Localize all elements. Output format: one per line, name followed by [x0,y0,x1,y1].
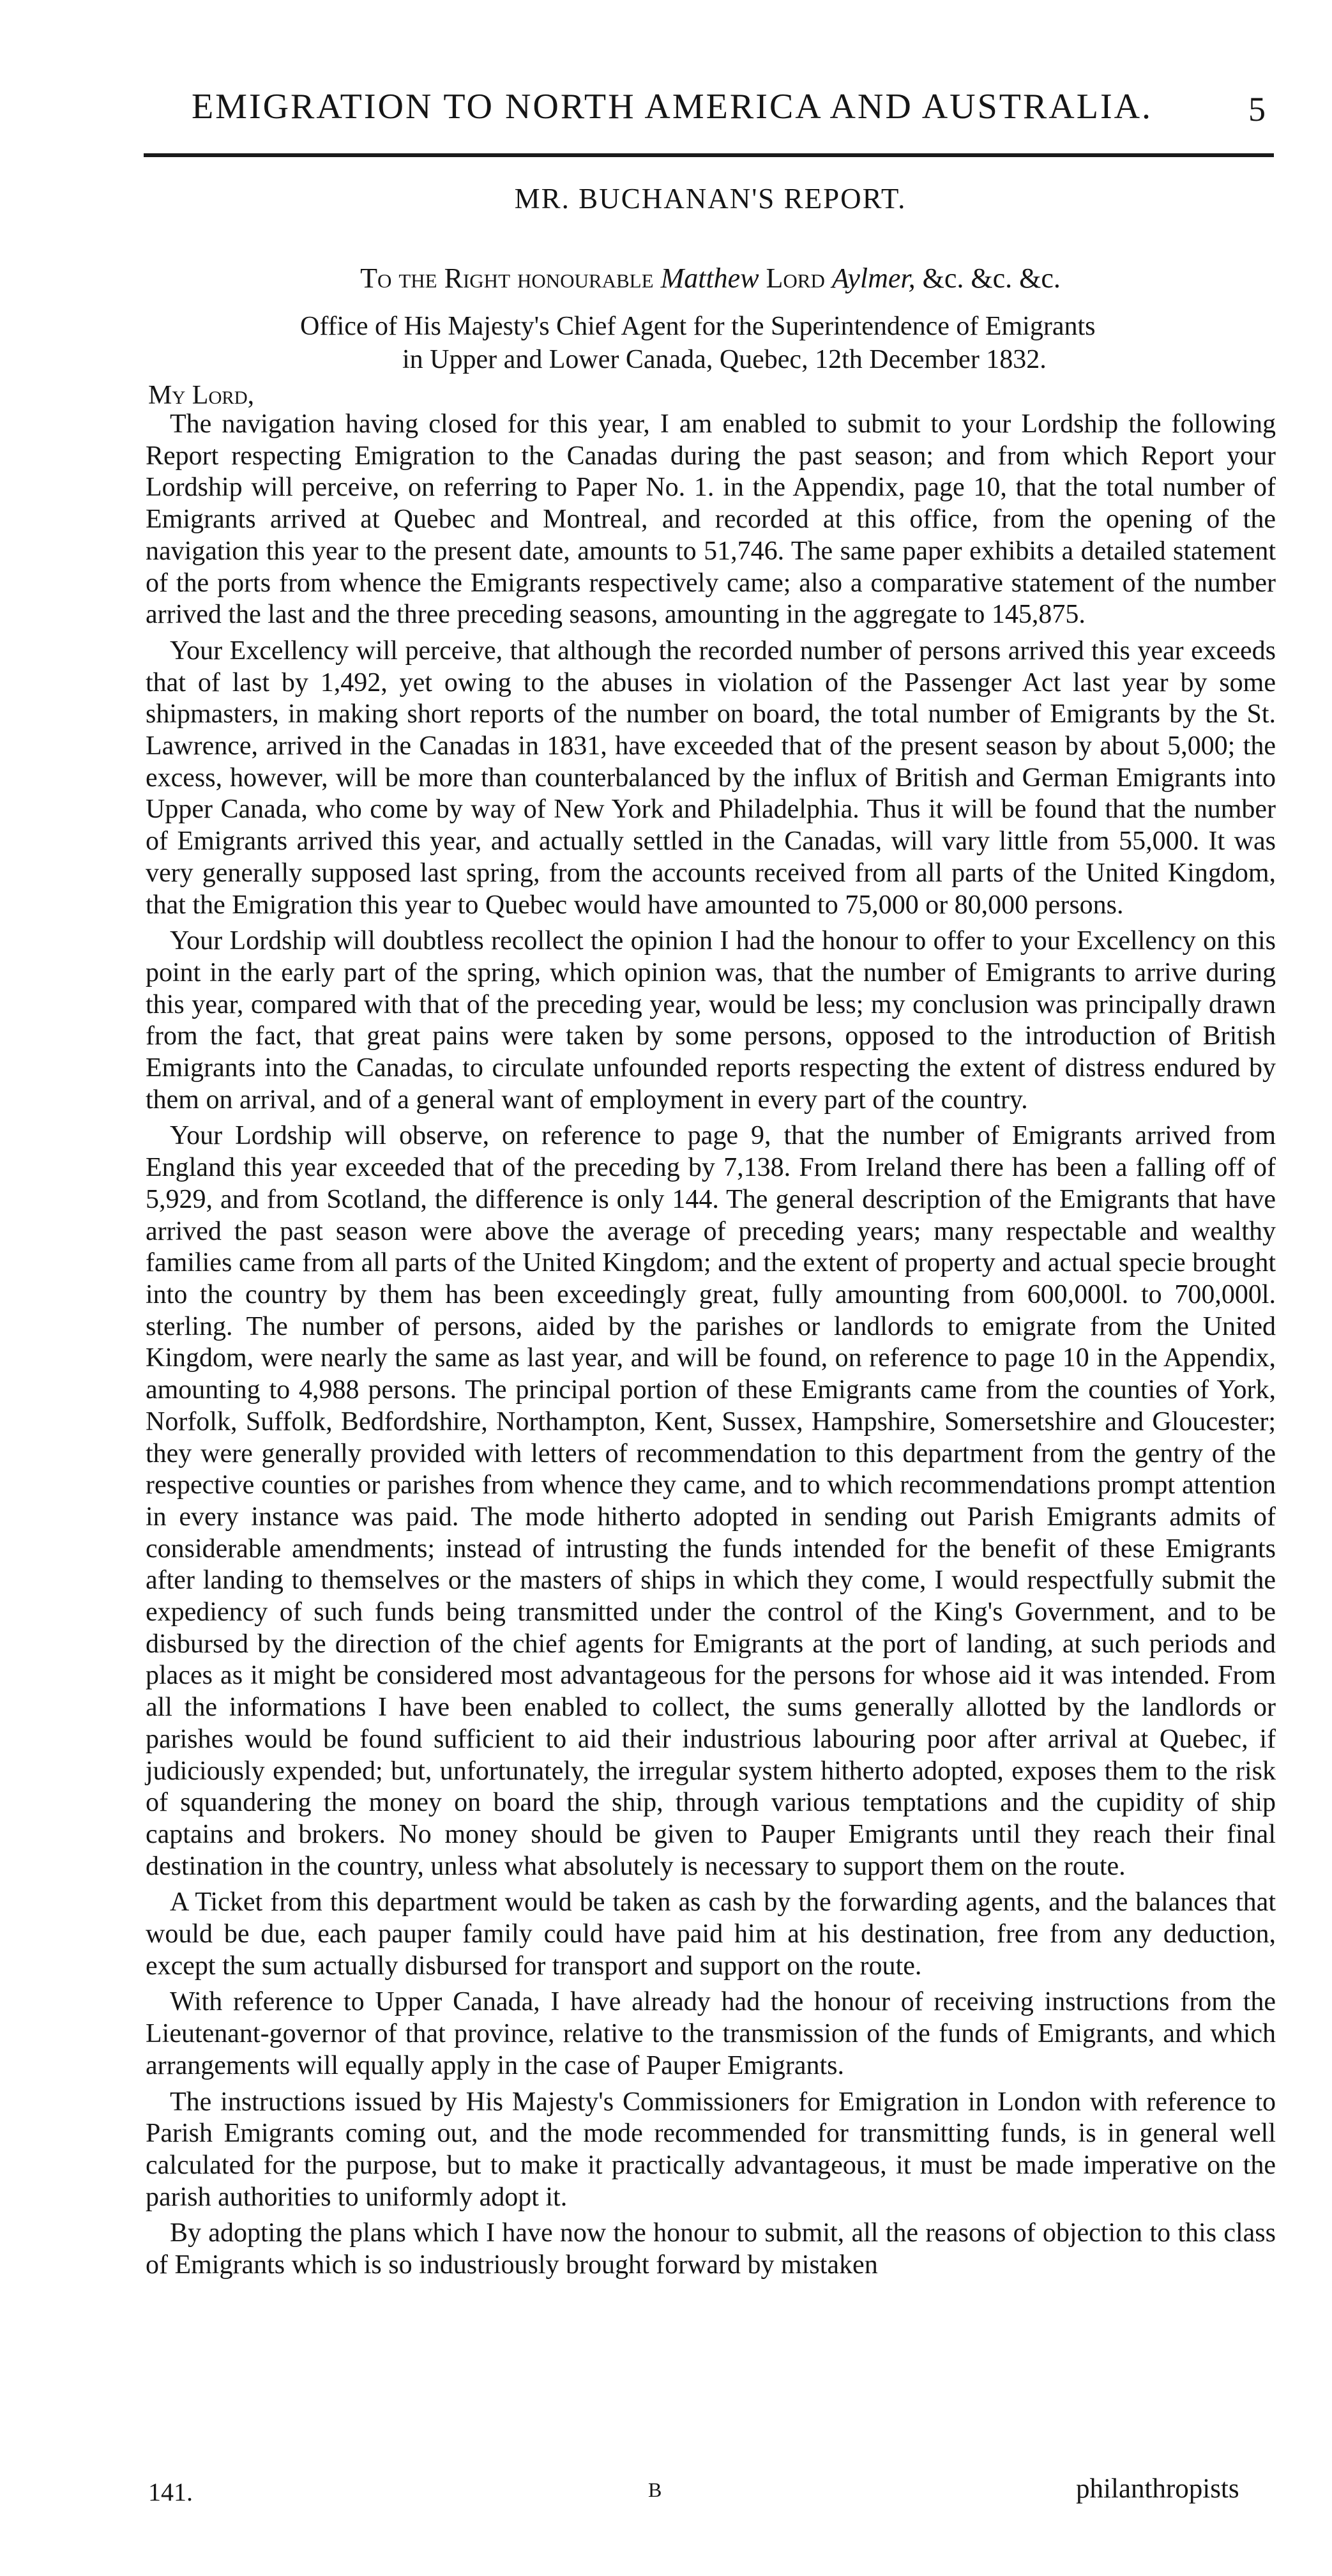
paragraph-6: With reference to Upper Canada, I have already had the honour of receiving instructions from the Lieutenant-governor of that province, relative to the transmission of the funds of Emigrants, and which arrangements will equally apply in the case of Pauper Emigrants. [146,1987,1276,2080]
addressee-suffix: &c. &c. &c. [922,263,1061,294]
addressee-line [147,262,1274,294]
header-rule [144,153,1274,157]
report-title: MR. BUCHANAN'S REPORT. [514,183,907,215]
report-body [146,409,1276,2286]
paragraph-2: Your Excellency will perceive, that although the recorded number of persons arrived this year exceeds that of last by 1,492, yet owing to the abuses in violation of the Passenger Act last year by some shipmasters, in making short reports of the number on board, the total number of Emigrants by the St. Lawrence, arrived in the Canadas in 1831, have exceeded that of the present season by about 5,000; the excess, however, will be more than counterbalanced by the influx of British and German Emigrants into Upper Canada, who come by way of New York and Philadelphia. Thus it will be found that the number of Emigrants arrived this year, and actually settled in the Canadas, will vary little from 55,000. It was very generally supposed last spring, from the accounts received from all parts of the United Kingdom, that the Emigration this year to Quebec would have amounted to 75,000 or 80,000 persons. [146,636,1276,920]
office-line-2: in Upper and Lower Canada, Quebec, 12th December 1832. [402,345,1047,374]
paragraph-4: Your Lordship will observe, on reference to page 9, that the number of Emigrants arrived from England this year exceeded that of the preceding by 7,138. From Ireland there has been a falling off of 5,929, and from Scotland, the difference is only 144. The general description of the Emigrants that have arrived the past season were above the average of preceding years; many respectable and wealthy families came from all parts of the United Kingdom; and the extent of property and actual specie brought into the country by them has been exceedingly great, fully amounting from 600,000l. to 700,000l. sterling. The number of persons, aided by the parishes or landlords to emigrate from the United Kingdom, were nearly the same as last year, and will be found, on reference to page 10 in the Appendix, amounting to 4,988 persons. The principal portion of these Emigrants came from the counties of York, Norfolk, Suffolk, Bedfordshire, Northampton, Kent, Sussex, Hampshire, Somersetshire and Gloucester; they were generally provided with letters of recommendation to this department from the gentry of the respective counties or parishes from whence they came, and to which recommendations prompt attention in every instance was paid. The mode hitherto adopted in sending out Parish Emigrants admits of considerable amendments; instead of intrusting the funds intended for the benefit of these Emigrants after landing to themselves or the masters of ships in which they come, I would respectfully submit the expediency of such funds being transmitted under the control of the King's Government, and to be disbursed by the direction of the chief agents for Emigrants at the port of landing, at such periods and places as it might be considered most advantageous for the persons for whose aid it was intended. From all the informations I have been enabled to collect, the sums generally allotted by the landlords or parishes would be found sufficient to aid their industrious labouring poor after arrival at Quebec, if judiciously expended; but, unfortunately, the irregular system hitherto adopted, exposes them to the risk of squandering the money on board the ship, through various temptations and the cupidity of ship captains and brokers. No money should be given to Pauper Emigrants until they reach their final destination in the country, unless what absolutely is necessary to support them on the route. [146,1121,1276,1881]
paragraph-7: The instructions issued by His Majesty's Commissioners for Emigration in London with reference to Parish Emigrants coming out, and the mode recommended for transmitting funds, is in general well calculated for the purpose, but to make it practically advantageous, it must be made imperative on the parish authorities to uniformly adopt it. [146,2087,1276,2212]
office-line-1: Office of His Majesty's Chief Agent for the Superintendence of Emigrants [300,312,1096,341]
salutation: My Lord, [148,381,255,410]
paragraph-3: Your Lordship will doubtless recollect the opinion I had the honour to offer to your Excellency on this point in the early part of the spring, which opinion was, that the number of Emigrants to arrive during this year, compared with that of the preceding year, would be less; my conclusion was principally drawn from the fact, that great pains were taken by some persons, opposed to the introduction of British Emigrants into the Canadas, to circulate unfounded reports respecting the extent of distress endured by them on arrival, and of a general want of employment in every part of the country. [146,926,1276,1115]
paragraph-1: The navigation having closed for this year, I am enabled to submit to your Lordship the following Report respecting Emigration to the Canadas during the past season; and from which Report your Lordship will perceive, on referring to Paper No. 1. in the Appendix, page 10, that the total number of Emigrants arrived at Quebec and Montreal, and recorded at this office, from the opening of the navigation this year to the present date, amounts to 51,746. The same paper exhibits a detailed statement of the ports from whence the Emigrants respectively came; also a comparative statement of the number arrived the last and the three preceding seasons, amounting in the aggregate to 145,875. [146,409,1276,630]
addressee-first-name: Matthew [660,263,759,294]
office-heading [300,310,1277,376]
page-number: 5 [1248,90,1266,128]
running-title: EMIGRATION TO NORTH AMERICA AND AUSTRALIA. [191,87,1153,126]
catchword: philanthropists [1076,2474,1239,2504]
signature-mark: 141. [148,2478,193,2506]
paragraph-5: A Ticket from this department would be taken as cash by the forwarding agents, and the balances that would be due, each pauper family could have paid him at his destination, free from any deduction, except the sum actually disbursed for transport and support on the route. [146,1887,1276,1981]
addressee-last-name: Aylmer, [831,263,916,294]
addressee-prefix: To the Right honourable [360,263,654,294]
signature-letter: B [648,2478,662,2501]
addressee-lord: Lord [766,263,825,294]
paragraph-8: By adopting the plans which I have now the honour to submit, all the reasons of objection to this class of Emigrants which is so industriously brought forward by mistaken [146,2218,1276,2280]
